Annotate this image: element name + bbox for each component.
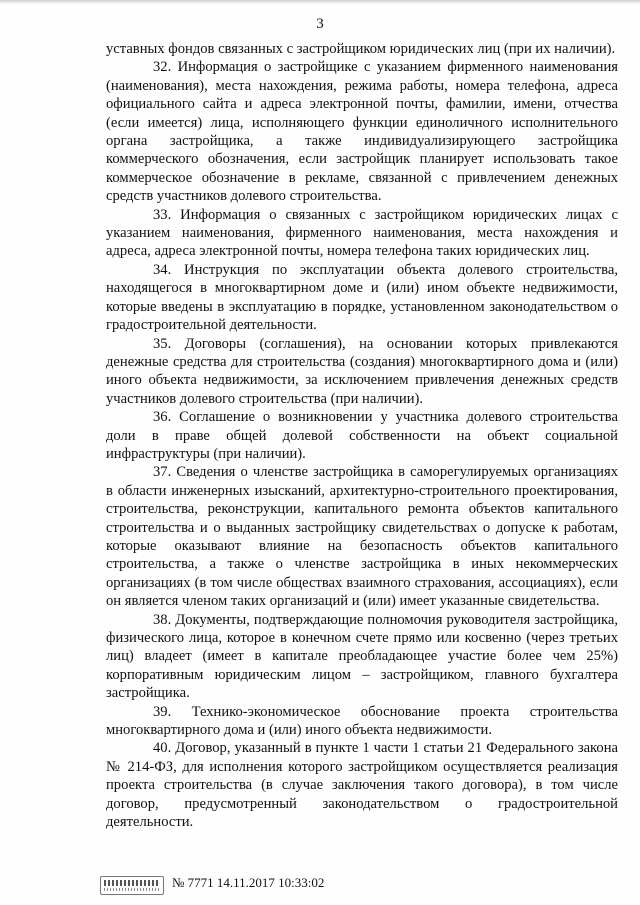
paragraph-37: 37. Сведения о членстве застройщика в саморегулируемых организациях в области инженерных изысканий, архитектурно-строительного проектирования, строительства, реконструкции, капитального ремонта объектов капитального строительства и о выданных застройщику свидетельствах о допуске к работам, которые оказывают влияние на безопасность объектов капитального строительства, а также о членстве застройщика в иных некоммерческих организациях (в том числе обществах взаимного страхования, ассоциациях), если он является членом таких организаций и (или) имеет указанные свидетельства. <box>106 464 618 610</box>
paragraph-36: 36. Соглашение о возникновении у участника долевого строительства доли в праве общей долевой собственности на объект социальной инфраструктуры (при наличии). <box>106 409 618 462</box>
registration-number: № 7771 14.11.2017 10:33:02 <box>172 875 325 890</box>
scan-edge <box>0 0 640 4</box>
paragraph-39: 39. Технико-экономическое обоснование проекта строительства многоквартирного дома и (или) иного объекта недвижимости. <box>106 703 618 739</box>
document-body <box>106 40 618 831</box>
paragraph-40: 40. Договор, указанный в пункте 1 части 1 статьи 21 Федерального закона № 214-ФЗ, для исполнения которого застройщиком осуществляется реализация проекта строительства (в случае заключения такого договора), в том числе договор, предусмотренный законодательством о градостроительной деятельности. <box>106 740 618 831</box>
paragraph-33: 33. Информация о связанных с застройщиком юридических лицах с указанием наименования, фирменного наименования, места нахождения и адреса, адреса электронной почты, номера телефона таких юридических лиц. <box>106 206 618 260</box>
paragraph-continuation: уставных фондов связанных с застройщиком юридических лиц (при их наличии). <box>106 41 616 57</box>
barcode-stamp-icon <box>100 876 164 895</box>
paragraph-38: 38. Документы, подтверждающие полномочия руководителя застройщика, физического лица, которое в конечном счете прямо или косвенно (через третьих лиц) владеет (имеет в капитале преобладающее участие более чем 25%) корпоративным юридическим лицом – застройщиком, главного бухгалтера застройщика. <box>106 611 618 702</box>
paragraph-32: 32. Информация о застройщике с указанием фирменного наименования (наименования), места нахождения, режима работы, номера телефона, адреса официального сайта и адреса электронной почты, фамилии, имени, отчества (если имеется) лица, исполняющего функции единоличного исполнительного органа застройщика, а также индивидуализирующего застройщика коммерческого обозначения, если застройщик планирует использовать такое коммерческое обозначение в рекламе, связанной с привлечением денежных средств участников долевого строительства. <box>106 59 618 205</box>
paragraph-35: 35. Договоры (соглашения), на основании которых привлекаются денежные средства для строительства (создания) многоквартирного дома и (или) иного объекта недвижимости, за исключением привлечения денежных средств участников долевого строительства (при наличии). <box>106 335 618 407</box>
paragraph-34: 34. Инструкция по эксплуатации объекта долевого строительства, находящегося в многоквартирном доме и (или) ином объекте недвижимости, которые введены в эксплуатацию в порядке, установленном законодательством о градостроительной деятельности. <box>106 261 618 334</box>
page-number: 3 <box>316 16 324 32</box>
footer <box>100 874 520 896</box>
